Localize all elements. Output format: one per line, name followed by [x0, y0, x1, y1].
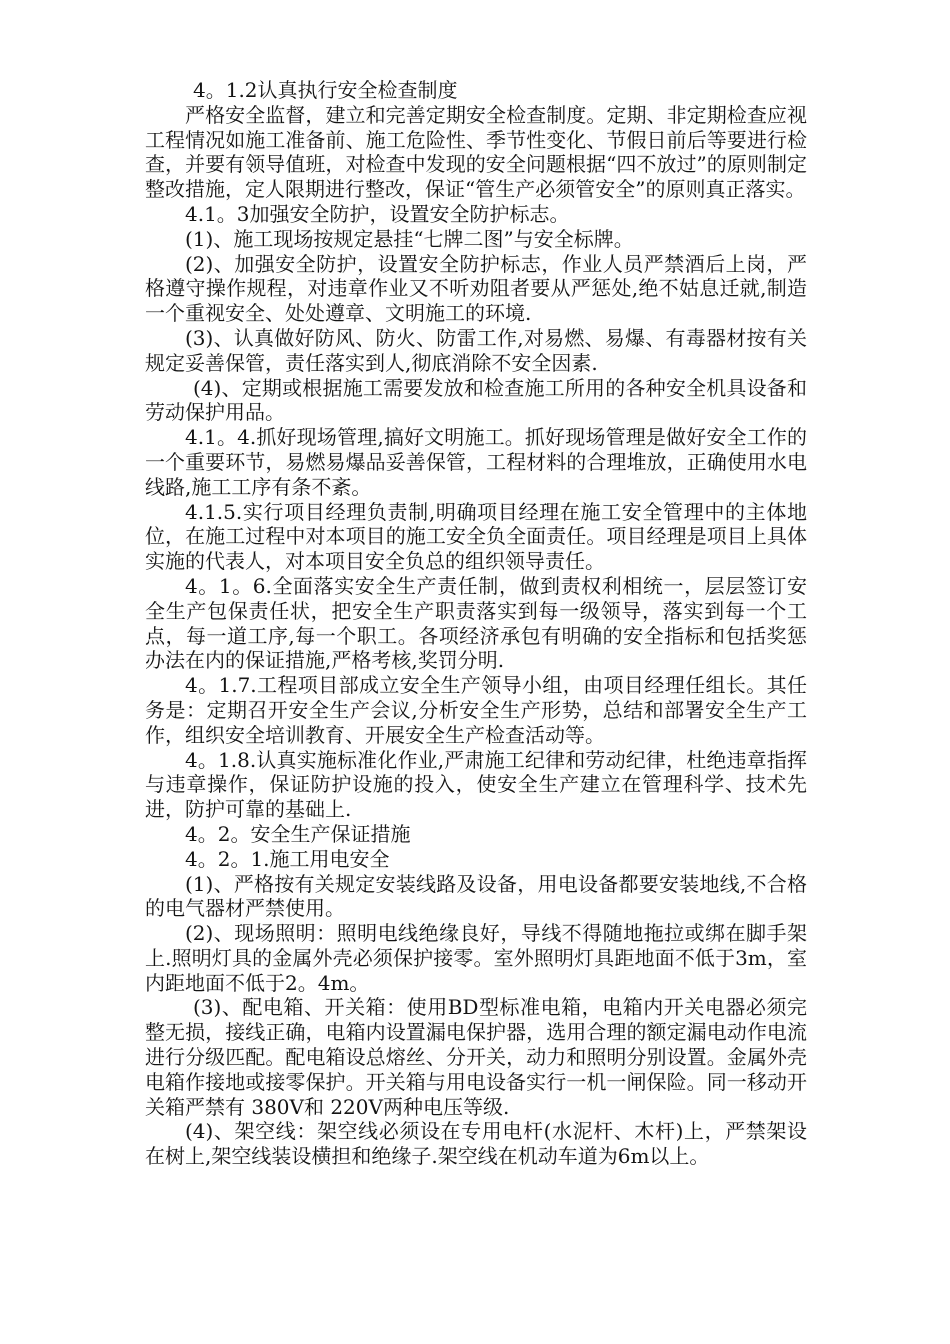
section-heading-4-1-2: 4。1.2认真执行安全检查制度 — [193, 78, 458, 102]
list-item-3: (3)、认真做好防风、防火、防雷工作,对易燃、易爆、有毒器材按有关规定妥善保管，责任落实到人,彻底消除不安全因素. — [145, 325, 807, 375]
list-item-4: (4)、定期或根据施工需要发放和检查施工所用的各种安全机具设备和劳动保护用品。 — [145, 375, 807, 425]
electrical-item-1: (1)、严格按有关规定安装线路及设备，用电设备都要安装地线,不合格的电气器材严禁使用。 — [145, 871, 807, 921]
list-item-2: (2)、加强安全防护，设置安全防护标志，作业人员严禁酒后上岗，严格遵守操作规程，对违章作业又不听劝阻者要从严惩处,绝不姑息迁就,制造一个重视安全、处处遵章、文明施工的环境. — [145, 251, 807, 326]
section-heading-4-2: 4。2。安全生产保证措施 — [185, 821, 411, 846]
paragraph-4-1-5: 4.1.5.实行项目经理负责制,明确项目经理在施工安全管理中的主体地位，在施工过程中对本项目的施工安全负全面责任。项目经理是项目上具体实施的代表人，对本项目安全负总的组织领导责任。 — [145, 499, 807, 574]
list-item-1: (1)、施工现场按规定悬挂“七牌二图”与安全标牌。 — [185, 226, 634, 251]
section-heading-4-2-1: 4。2。1.施工用电安全 — [185, 846, 390, 871]
electrical-item-4: (4)、架空线：架空线必须设在专用电杆(水泥杆、木杆)上，严禁架设在树上,架空线装设横担和绝缘子.架空线在机动车道为6m以上。 — [145, 1119, 807, 1169]
paragraph-4-1-8: 4。1.8.认真实施标准化作业,严肃施工纪律和劳动纪律，杜绝违章指挥与违章操作，保证防护设施的投入，使安全生产建立在管理科学、技术先进，防护可靠的基础上. — [145, 747, 807, 822]
paragraph-safety-inspection: 严格安全监督，建立和完善定期安全检查制度。定期、非定期检查应视工程情况如施工准备前、施工危险性、季节性变化、节假日前后等要进行检查，并要有领导值班，对检查中发现的安全问题根据“四不放过”的原则制定整改措施，定人限期进行整改，保证“管生产必须管安全”的原则真正落实。 — [145, 102, 807, 202]
electrical-item-2: (2)、现场照明：照明电线绝缘良好，导线不得随地拖拉或绑在脚手架上.照明灯具的金属外壳必须保护接零。室外照明灯具距地面不低于3m，室内距地面不低于2。4m。 — [145, 921, 807, 995]
electrical-item-3: (3)、配电箱、开关箱：使用BD型标准电箱，电箱内开关电器必须完整无损，接线正确，电箱内设置漏电保护器，选用合理的额定漏电动作电流进行分级匹配。配电箱设总熔丝、分开关，动力和照明分别设置。金属外壳电箱作接地或接零保护。开关箱与用电设备实行一机一闸保险。同一移动开关箱严禁有 380V和 220V两种电压等级. — [145, 995, 807, 1119]
document-body — [145, 78, 807, 1169]
paragraph-4-1-6: 4。1。6.全面落实安全生产责任制，做到责权利相统一，层层签订安全生产包保责任状，把安全生产职责落实到每一级领导，落实到每一个工点，每一道工序,每一个职工。各项经济承包有明确的安全指标和包括奖惩办法在内的保证措施,严格考核,奖罚分明. — [145, 573, 807, 673]
paragraph-4-1-7: 4。1.7.工程项目部成立安全生产领导小组，由项目经理任组长。其任务是：定期召开安全生产会议,分析安全生产形势，总结和部署安全生产工作，组织安全培训教育、开展安全生产检查活动等。 — [145, 673, 807, 747]
section-heading-4-1-3: 4.1。3加强安全防护，设置安全防护标志。 — [185, 201, 570, 226]
paragraph-4-1-4: 4.1。4.抓好现场管理,搞好文明施工。抓好现场管理是做好安全工作的一个重要环节，易燃易爆品妥善保管，工程材料的合理堆放，正确使用水电线路,施工工序有条不紊。 — [145, 425, 807, 499]
